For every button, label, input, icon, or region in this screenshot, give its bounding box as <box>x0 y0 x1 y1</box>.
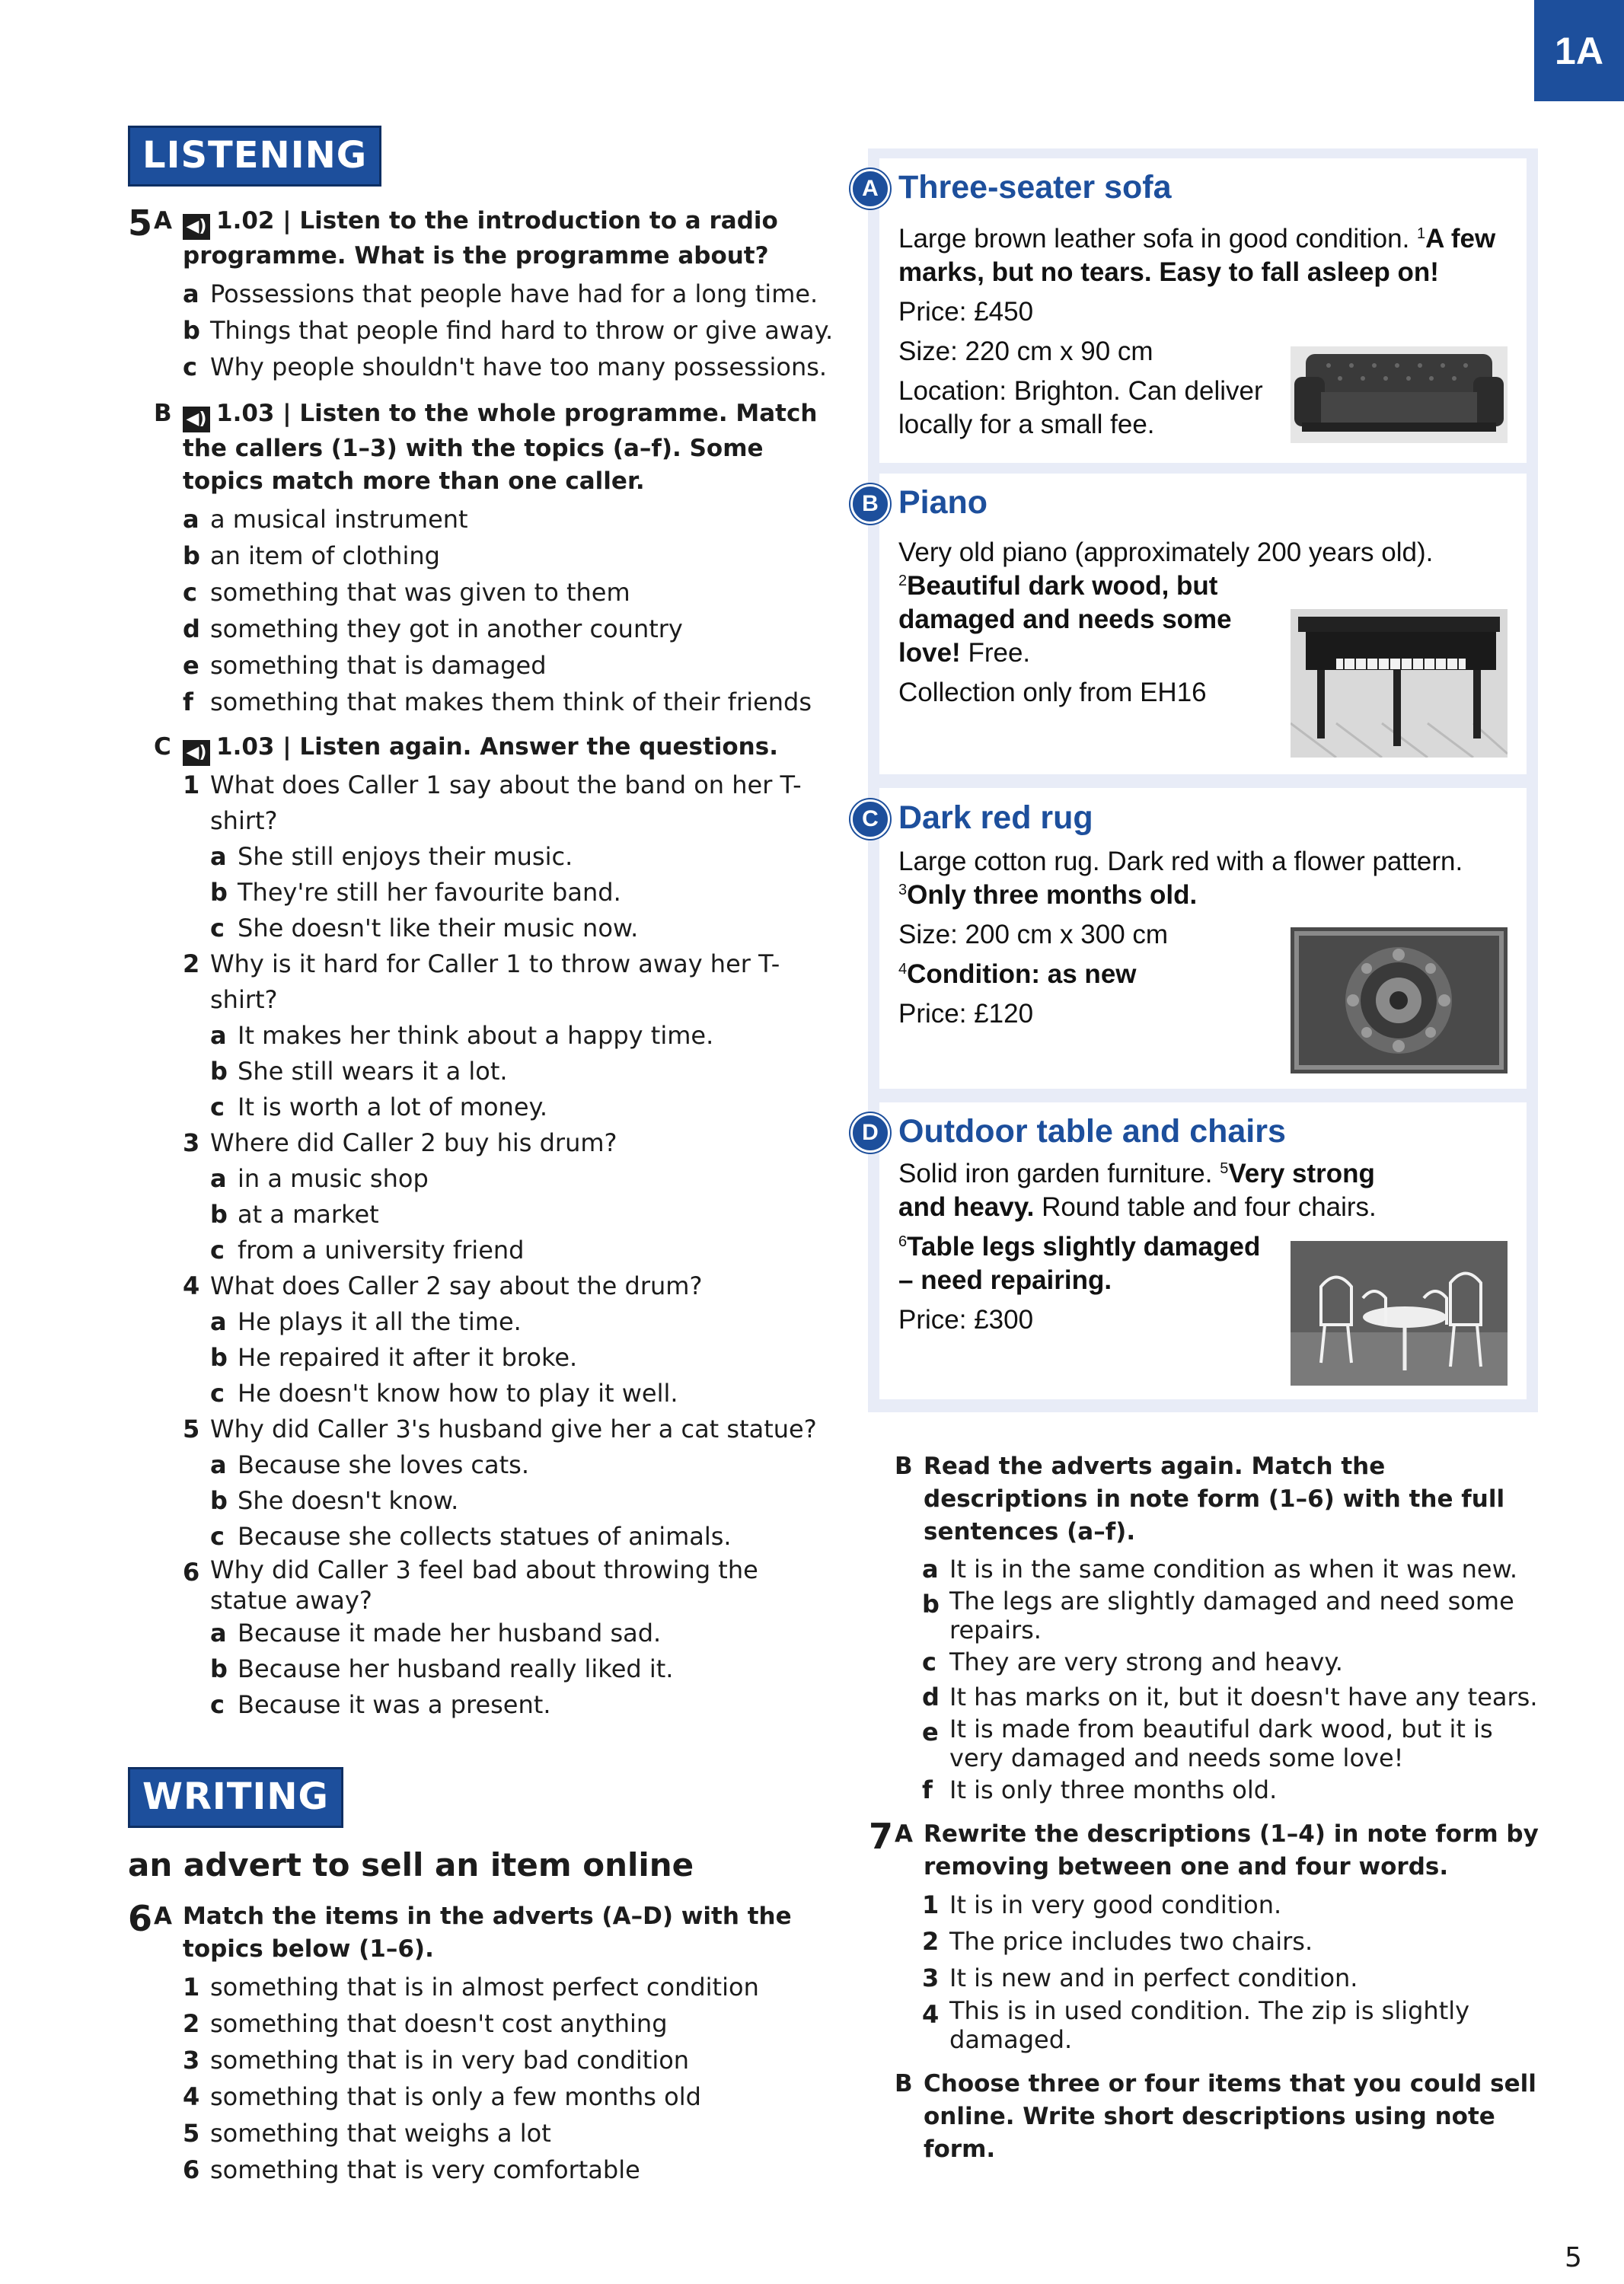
piano-image <box>1291 609 1508 758</box>
question: 5 Why did Caller 3's husband give her a cat statue? <box>183 1415 817 1443</box>
exercise-7a-heading: 7 A Rewrite the descriptions (1–4) in note form by removing between one and four words. <box>869 1816 1539 1880</box>
advert-c-title: Dark red rug <box>898 799 1093 836</box>
listening-banner: LISTENING <box>128 126 381 187</box>
exercise-5c-questions <box>128 767 836 1723</box>
rug-image <box>1291 927 1508 1073</box>
advert-b-title: Piano <box>898 484 988 521</box>
audio-icon: ◀) <box>183 407 210 432</box>
advert-d-title: Outdoor table and chairs <box>898 1113 1286 1150</box>
garden-furniture-image <box>1291 1241 1508 1386</box>
exercise-5c-heading <box>154 731 836 766</box>
exercise-instruction: ◀) 1.02 | Listen to the introduction to a radio programme. What is the programme about? <box>183 207 778 270</box>
advert-d-body: Solid iron garden furniture. $^5$Very strong and heavy. Round table and four chairs. $^6$Table legs slightly damaged – need repairing. Price: £300 <box>898 1159 1377 1335</box>
exercise-5b-options <box>183 501 836 720</box>
exercise-6a-heading: 6 A Match the items in the adverts (A–D) with the topics below (1–6). <box>128 1898 792 1963</box>
exercise-7b-heading: B Choose three or four items that you could sell online. Write short descriptions using note form. <box>895 2070 1536 2163</box>
option: f something that makes them think of their friends <box>183 687 812 716</box>
question: 3 Where did Caller 2 buy his drum? <box>183 1128 617 1157</box>
exercise-7a-items: 1 It is in very good condition. 2 The price includes two chairs. 3 It is new and in perfect condition. 4 This is in used condition. The zip is slightly damaged. <box>922 1890 1470 2054</box>
exercise-letter: A <box>154 207 172 234</box>
exercise-number: 5 <box>128 203 153 244</box>
writing-banner: WRITING <box>128 1767 343 1828</box>
question-options: a Because it made her husband sad. b Because her husband really liked it. c Because it was a present. <box>210 1619 674 1719</box>
sofa-image <box>1291 346 1508 443</box>
question: 1 What does Caller 1 say about the band on her T-shirt? <box>183 770 802 835</box>
option: c something that was given to them <box>183 578 630 607</box>
question: 4 What does Caller 2 say about the drum? <box>183 1271 703 1300</box>
advert-a-badge: A <box>850 169 890 209</box>
option: e something that is damaged <box>183 651 547 680</box>
advert-a-title: Three-seater sofa <box>898 169 1172 206</box>
question-options: a It makes her think about a happy time. b She still wears it a lot. c It is worth a lot of money. <box>210 1021 714 1121</box>
exercise-6b-heading: B Read the adverts again. Match the descriptions in note form (1–6) with the full sentences (a–f). <box>895 1453 1505 1546</box>
exercise-5a-options <box>183 276 836 385</box>
option: a Possessions that people have had for a long time. <box>183 279 818 308</box>
advert-b-body: Very old piano (approximately 200 years old). $^2$Beautiful dark wood, but damaged and needs some love! Free. Collection only from EH16 <box>898 538 1434 707</box>
question-options: a in a music shop b at a market c from a university friend <box>210 1164 525 1265</box>
exercise-5a-heading <box>128 205 836 273</box>
exercise-instruction: ◀) 1.03 | Listen to the whole programme. Match the callers (1–3) with the topics (a–f). Some topics match more than one caller. <box>183 400 818 495</box>
page-number: 5 <box>1565 2242 1582 2273</box>
question-options: a He plays it all the time. b He repaired it after it broke. c He doesn't know how to play it well. <box>210 1307 678 1408</box>
option: d something they got in another country <box>183 614 683 643</box>
advert-d-badge: D <box>850 1113 890 1153</box>
exercise-letter: B <box>154 400 172 427</box>
option: b Things that people find hard to throw or give away. <box>183 316 834 345</box>
advert-c-badge: C <box>850 799 890 839</box>
unit-tab: 1A <box>1534 0 1624 101</box>
question: 6 Why did Caller 3 feel bad about throwing the statue away? <box>183 1555 758 1615</box>
exercise-6a-items: 1 something that is in almost perfect condition 2 something that doesn't cost anything 3 something that is in very bad condition 4 something that is only a few months old 5 something that weighs a lot 6 something that is very comfortable <box>183 1973 759 2184</box>
exercise-6b-options: a It is in the same condition as when it was new. b The legs are slightly damaged and need some repairs. c They are very strong and heavy. d It has marks on it, but it doesn't have any tears. e It is made from beautiful dark wood, but it is very damaged and needs some love! f It is only three months old. <box>922 1555 1538 1804</box>
option: c Why people shouldn't have too many possessions. <box>183 352 828 381</box>
writing-title: an advert to sell an item online <box>128 1846 694 1884</box>
option: a a musical instrument <box>183 505 468 534</box>
question-options: a She still enjoys their music. b They're still her favourite band. c She doesn't like their music now. <box>210 842 639 943</box>
right-column-exercises <box>869 1450 1549 2166</box>
advert-b-badge: B <box>850 484 890 524</box>
question-options: a Because she loves cats. b She doesn't know. c Because she collects statues of animals. <box>210 1450 732 1551</box>
advert-a-body: Large brown leather sofa in good condition. $^1$A few marks, but no tears. Easy to fall asleep on! Price: £450 Size: 220 cm x 90 cm Location: Brighton. Can deliver locally for a small fee. <box>898 224 1496 439</box>
exercise-5b-heading <box>154 397 836 498</box>
question: 2 Why is it hard for Caller 1 to throw away her T-shirt? <box>183 949 780 1014</box>
advert-c-body: Large cotton rug. Dark red with a flower pattern. $^3$Only three months old. Size: 200 cm x 300 cm $^4$Condition: as new Price: £120 <box>898 847 1463 1029</box>
option: b an item of clothing <box>183 541 440 570</box>
exercise-instruction: ◀) 1.03 | Listen again. Answer the questions. <box>183 731 836 766</box>
audio-icon: ◀) <box>183 214 210 240</box>
exercise-letter: C <box>154 733 171 761</box>
left-column <box>128 126 836 2188</box>
audio-icon: ◀) <box>183 740 210 766</box>
